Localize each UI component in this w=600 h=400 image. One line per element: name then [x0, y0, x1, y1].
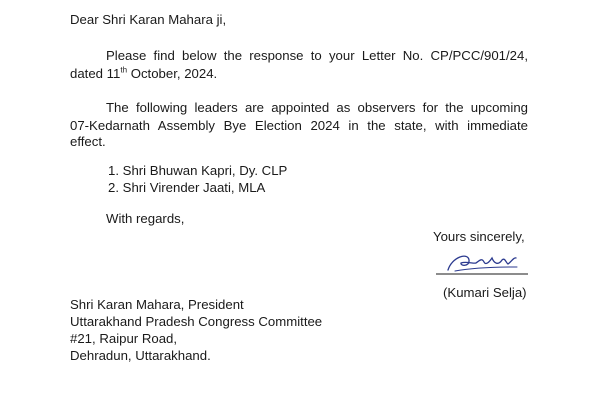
observer-item-2: 2. Shri Virender Jaati, MLA [108, 180, 266, 195]
handwritten-signature [432, 246, 532, 278]
recipient-line-1: Shri Karan Mahara, President [70, 297, 244, 312]
date-ordinal: th [120, 65, 128, 75]
sign-off: Yours sincerely, [433, 229, 525, 244]
recipient-line-4: Dehradun, Uttarakhand. [70, 348, 211, 363]
recipient-line-2: Uttarakhand Pradesh Congress Committee [70, 314, 323, 329]
para2-line2: 07-Kedarnath Assembly Bye Election 2024 in the state, with immediate [70, 118, 528, 133]
para1-line2-suffix: October, 2024. [127, 66, 218, 81]
para1-line2 [70, 66, 217, 82]
signatory-name: (Kumari Selja) [443, 285, 527, 300]
closing: With regards, [106, 211, 185, 226]
para2-line1: The following leaders are appointed as observers for the upcoming [106, 100, 528, 115]
para2-line3: effect. [70, 134, 106, 149]
recipient-line-3: #21, Raipur Road, [70, 331, 178, 346]
observer-item-1: 1. Shri Bhuwan Kapri, Dy. CLP [108, 163, 288, 178]
para1-line2-prefix: dated 11 [70, 66, 121, 81]
salutation: Dear Shri Karan Mahara ji, [70, 12, 227, 27]
para1-line1: Please find below the response to your Letter No. CP/PCC/901/24, [106, 48, 528, 63]
